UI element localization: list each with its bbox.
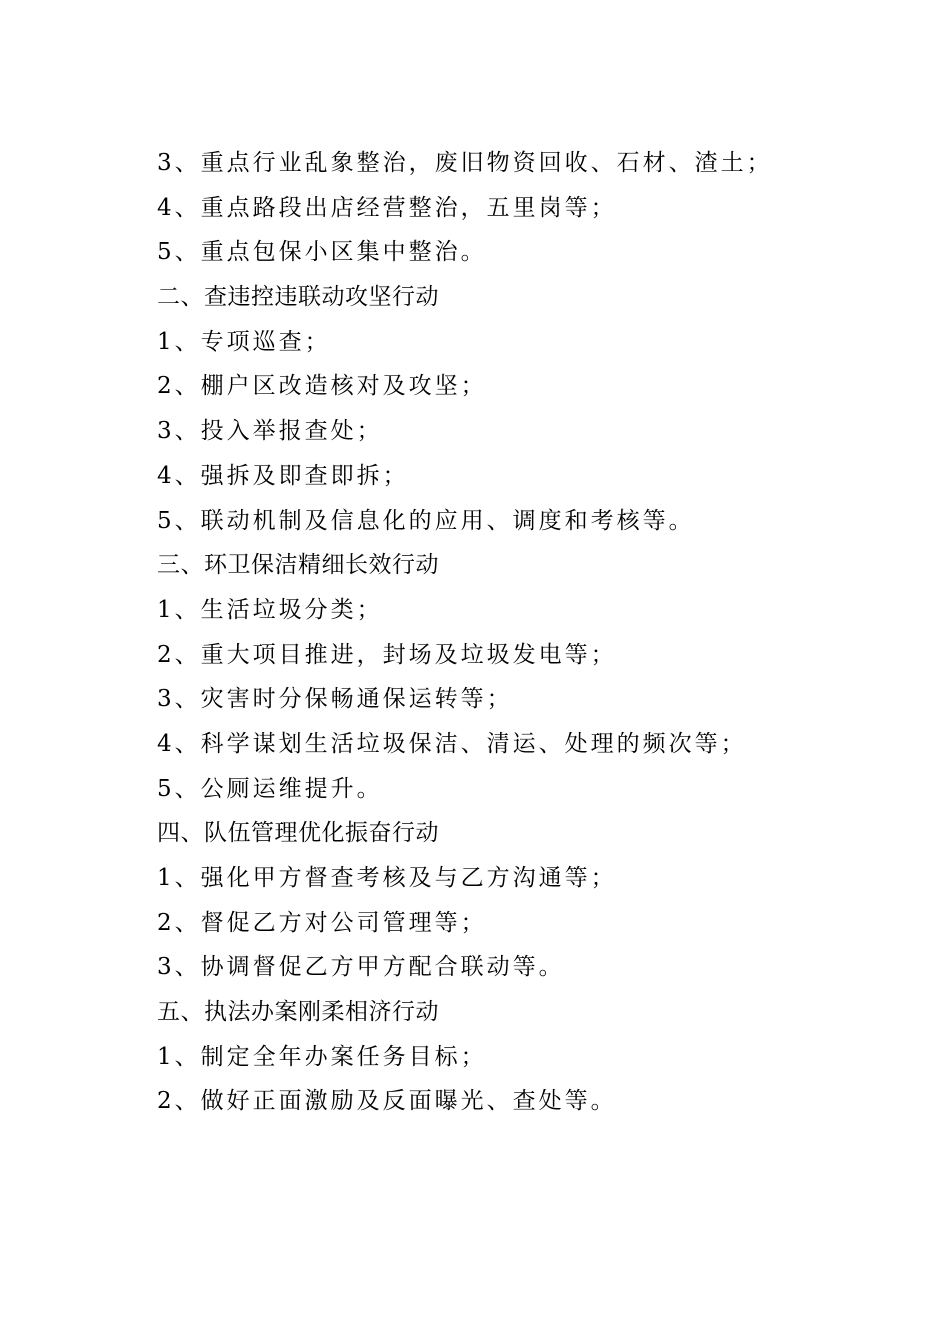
list-item: 1、专项巡查； <box>157 328 331 355</box>
list-item: 1、强化甲方督查考核及与乙方沟通等； <box>157 865 617 891</box>
list-item: 5、公厕运维提升。 <box>157 775 383 802</box>
list-item: 5、重点包保小区集中整治。 <box>157 239 487 266</box>
document-body <box>157 141 857 1124</box>
section-heading: 二、查违控违联动攻坚行动 <box>157 284 439 311</box>
list-item: 2、做好正面激励及反面曝光、查处等。 <box>157 1088 617 1115</box>
list-item: 5、联动机制及信息化的应用、调度和考核等。 <box>157 507 695 534</box>
list-item: 1、生活垃圾分类； <box>157 596 383 623</box>
list-item: 4、重点路段出店经营整治，五里岗等； <box>157 194 617 221</box>
list-item: 4、科学谋划生活垃圾保洁、清运、处理的频次等； <box>157 730 747 757</box>
list-item: 1、制定全年办案任务目标； <box>157 1043 487 1070</box>
list-item: 3、重点行业乱象整治，废旧物资回收、石材、渣土； <box>157 150 773 176</box>
section-heading: 五、执法办案刚柔相济行动 <box>157 999 439 1026</box>
list-item: 3、投入举报查处； <box>157 418 383 445</box>
list-item: 2、督促乙方对公司管理等； <box>157 909 487 936</box>
list-item: 3、协调督促乙方甲方配合联动等。 <box>157 954 565 981</box>
list-item: 2、棚户区改造核对及攻坚； <box>157 373 487 400</box>
list-item: 2、重大项目推进，封场及垃圾发电等； <box>157 641 617 668</box>
list-item: 3、灾害时分保畅通保运转等； <box>157 686 513 713</box>
section-heading: 四、队伍管理优化振奋行动 <box>157 820 439 847</box>
list-item: 4、强拆及即查即拆； <box>157 462 409 489</box>
section-heading: 三、环卫保洁精细长效行动 <box>157 552 439 579</box>
